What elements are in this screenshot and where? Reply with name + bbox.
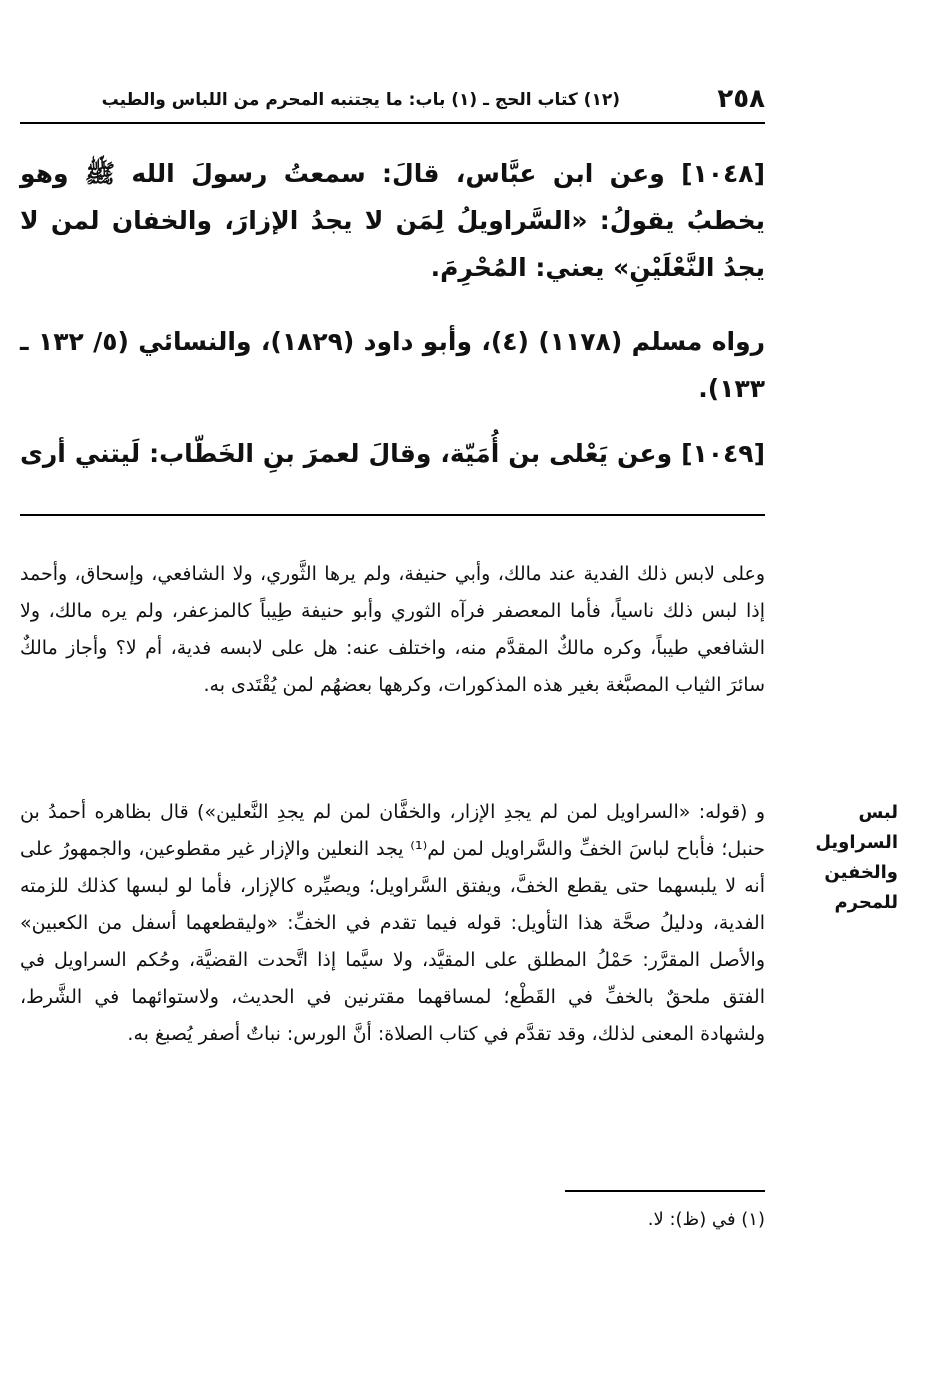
footnote-divider [565, 1190, 765, 1192]
hadith-1048-source: رواه مسلم (١١٧٨) (٤)، وأبو داود (١٨٢٩)، والنسائي (٥/ ١٣٢ ـ ١٣٣). [20, 327, 765, 403]
page-header [20, 84, 765, 124]
footnote: (١) في (ظ): لا. [647, 1209, 765, 1230]
main-divider [20, 514, 765, 516]
running-title: (١٢) كتاب الحج ـ (١) باب: ما يجتنبه المحرم من اللباس والطيب [101, 90, 620, 110]
commentary-paragraph-2: و (قوله: «السراويل لمن لم يجدِ الإزار، والخفَّان لمن لم يجدِ النَّعلين») قال بظاهره أحمدُ بن حنبل؛ فأباح لباسَ الخفِّ والسَّراويل لمن لم⁽¹⁾ يجد النعلين والإزار غير مقطوعين، والجمهورُ على أنه لا يلبسهما حتى يقطع الخفَّ، ويفتق السَّراويل؛ ويصيِّره كالإزار، فأما لو لبسها كذلك للزمته الفدية، ودليلُ صحَّة هذا التأويل: قوله فيما تقدم في الخفِّ: «وليقطعهما أسفل من الكعبين» والأصل المقرَّر: حَمْلُ المطلق على المقيَّد، ولا سيَّما إذا اتَّحدت القضيَّة، وحُكم السراويل في الفتق ملحقٌ بالخفِّ في القَطْع؛ لمساقهما مقترنين في الحديث، ولاستوائهما في الشَّرط، ولشهادة المعنى لذلك، وقد تقدَّم في كتاب الصلاة: أنَّ الورس: نباتٌ أصفر يُصبغ به. [20, 801, 765, 1045]
hadith-1048: [١٠٤٨] وعن ابن عبَّاس، قالَ: سمعتُ رسولَ الله ﷺ وهو يخطبُ يقولُ: «السَّراويلُ لِمَن لا يجدُ الإزارَ، والخفان لمن لا يجدُ النَّعْلَيْنِ» يعني: المُحْرِمَ. [20, 159, 765, 282]
hadith-1049: [١٠٤٩] وعن يَعْلى بن أُمَيّة، وقالَ لعمرَ بنِ الخَطّاب: لَيتني أرى [20, 439, 765, 468]
commentary-paragraph-1: وعلى لابس ذلك الفدية عند مالك، وأبي حنيفة، ولم يرها الثَّوري، ولا الشافعي، وإسحاق، وأحمد إذا لبس ذلك ناسياً، فأما المعصفر فرآه الثوري وأبو حنيفة طِيباً كالمزعفر، ولم يره مالك، ولا الشافعي طيباً، وكره مالكٌ المقدَّم منه، واختلف عنه: هل على لابسه فدية، أم لا؟ وأجاز مالكٌ سائرَ الثياب المصبَّغة بغير هذه المذكورات، وكرهها بعضهُم لمن يُقْتَدى به. [20, 563, 765, 696]
page-number: ٢٥٨ [717, 84, 765, 114]
margin-note: لبس السراويل والخفين للمحرم [815, 802, 898, 913]
